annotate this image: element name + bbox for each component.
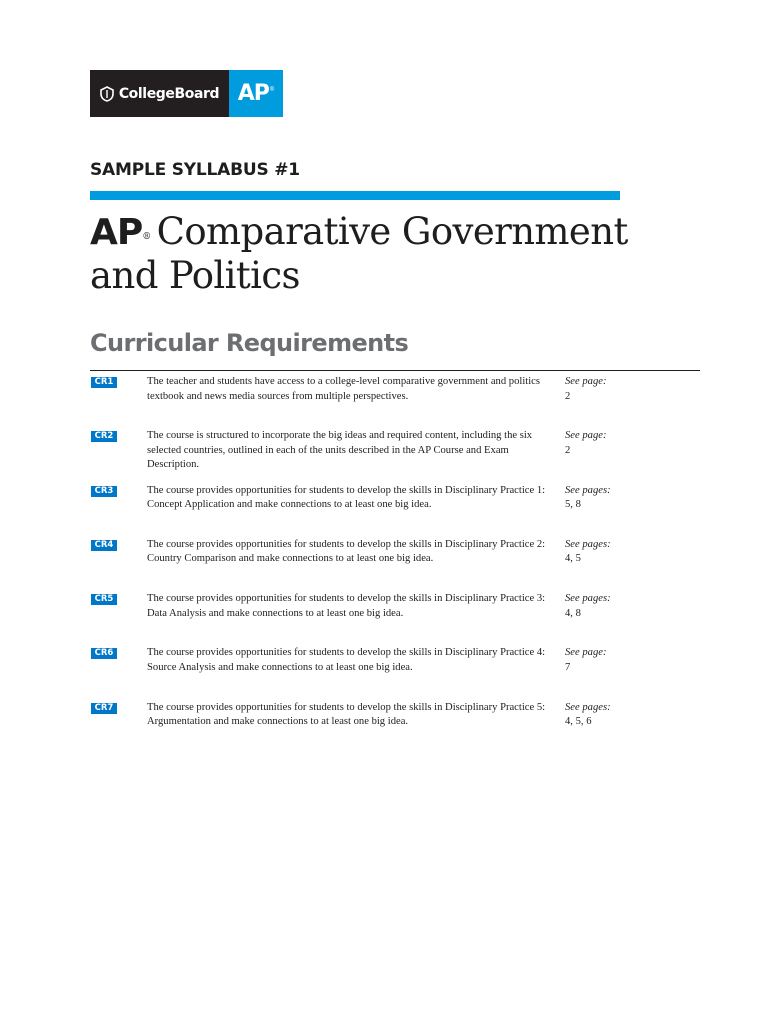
requirement-code-badge: CR2: [91, 431, 117, 442]
collegeboard-wordmark: CollegeBoard: [118, 85, 220, 102]
requirement-description: The course is structured to incorporate the big ideas and required content, including the six selected countries, outlined in each of the units described in the AP Course and Exam Description.: [147, 430, 533, 471]
requirement-page-reference: [565, 701, 611, 730]
ap-wordmark: AP: [237, 81, 269, 106]
see-page-label: See page:: [565, 376, 607, 387]
requirement-page-reference: [565, 429, 606, 458]
requirement-description: The course provides opportunities for students to develop the skills in Disciplinary Practice 4: Source Analysis and make connections to at least one big idea.: [147, 647, 546, 673]
requirements-list: [90, 375, 700, 755]
collegeboard-logo: [90, 70, 229, 117]
requirement-row: [90, 701, 700, 755]
section-divider: [90, 370, 700, 371]
page-title: [90, 210, 710, 297]
requirement-row: [90, 375, 700, 429]
ap-logo: [229, 70, 283, 117]
see-page-label: See pages:: [565, 538, 611, 550]
requirement-page-reference: [565, 375, 606, 404]
requirement-code-badge: CR1: [91, 377, 117, 388]
title-ap: AP: [90, 212, 143, 253]
page-numbers: 4, 8: [565, 607, 581, 619]
acorn-shield-icon: [100, 86, 114, 102]
requirement-page-reference: [565, 538, 611, 567]
see-page-label: See page:: [565, 430, 607, 442]
requirement-page-reference: [565, 646, 606, 675]
requirement-code-badge: CR4: [91, 540, 117, 551]
page-numbers: 4, 5: [565, 553, 581, 565]
requirement-description: The course provides opportunities for students to develop the skills in Disciplinary Practice 5: Argumentation and make connections to at least one big idea.: [147, 701, 546, 728]
requirement-row: [90, 646, 700, 700]
requirement-row: [90, 484, 700, 538]
requirement-row: [90, 538, 700, 592]
see-page-label: See page:: [565, 647, 607, 659]
curricular-requirements-heading: Curricular Requirements: [90, 329, 409, 357]
see-page-label: See pages:: [565, 701, 611, 713]
sample-syllabus-label: SAMPLE SYLLABUS #1: [90, 160, 300, 180]
title-line-2: and Politics: [90, 254, 300, 297]
requirement-row: [90, 429, 700, 483]
see-page-label: See pages:: [565, 484, 611, 496]
requirement-page-reference: [565, 592, 611, 621]
requirement-description: The course provides opportunities for students to develop the skills in Disciplinary Practice 2: Country Comparison and make connections to at least one big idea.: [147, 538, 546, 565]
requirement-row: [90, 592, 700, 646]
requirement-code-badge: CR3: [91, 486, 117, 497]
page-numbers: 2: [565, 444, 571, 456]
requirement-code-badge: CR5: [91, 594, 117, 605]
collegeboard-ap-logo: [90, 70, 283, 117]
requirement-code-badge: CR7: [91, 703, 117, 714]
title-registered-mark: ®: [142, 232, 151, 242]
requirement-description: The course provides opportunities for students to develop the skills in Disciplinary Practice 3: Data Analysis and make connections to at least one big idea.: [147, 593, 546, 619]
title-line-1: [90, 210, 710, 254]
ap-registered-mark: ®: [269, 86, 275, 93]
title-line-1-text: Comparative Government: [156, 210, 628, 253]
requirement-description: The teacher and students have access to a college-level comparative government and politics textbook and news media sources from multiple perspectives.: [147, 376, 540, 402]
requirement-page-reference: [565, 484, 611, 513]
page-numbers: 2: [565, 390, 571, 402]
header-accent-bar: [90, 191, 620, 200]
page-numbers: 7: [565, 661, 571, 673]
requirement-description: The course provides opportunities for students to develop the skills in Disciplinary Practice 1: Concept Application and make connections to at least one big idea.: [147, 484, 546, 511]
page-numbers: 4, 5, 6: [565, 716, 592, 728]
requirement-code-badge: CR6: [91, 648, 117, 659]
page-numbers: 5, 8: [565, 499, 581, 511]
see-page-label: See pages:: [565, 593, 611, 605]
